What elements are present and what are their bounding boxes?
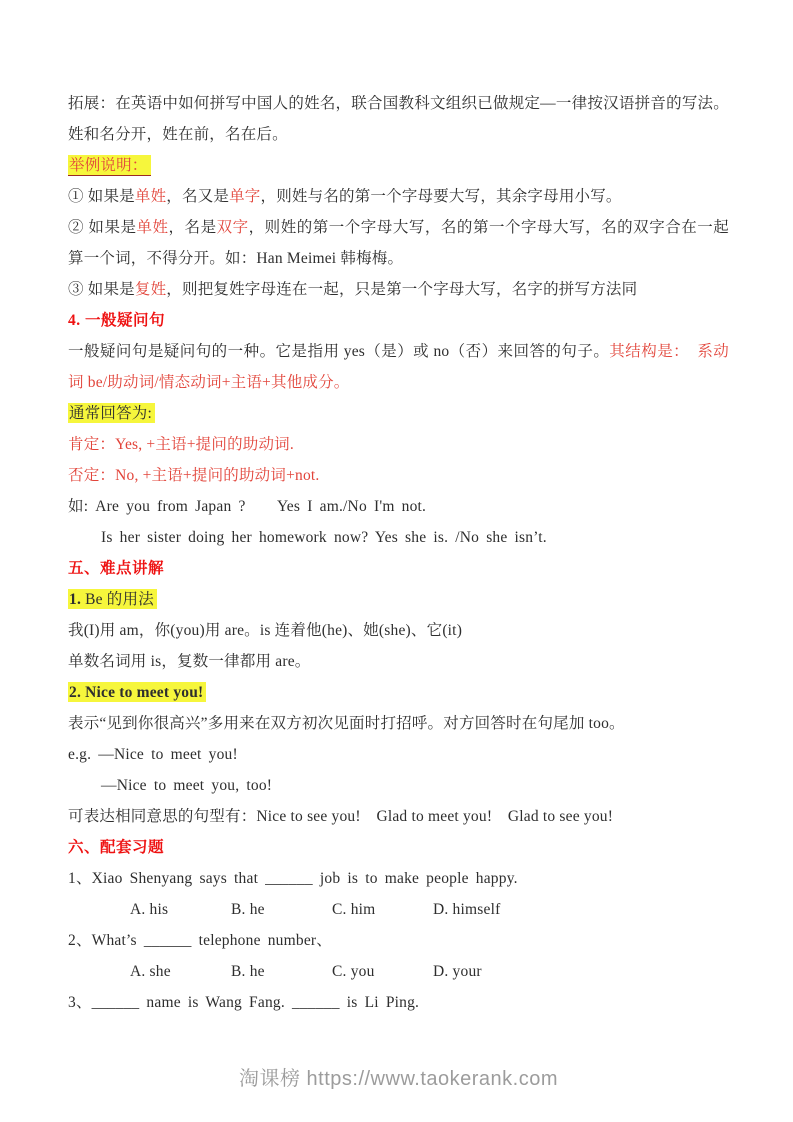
exercise-options-1 xyxy=(68,894,729,925)
item1-mid: ，名又是 xyxy=(166,188,230,205)
heading-nice-to-meet xyxy=(68,677,729,708)
numbered-item-3 xyxy=(68,274,729,305)
item2-post: ，则姓的第一个字母大写，名的第一个字母大写，名的双字合在一起算一个词，不得分开。如：Han Meimei 韩梅梅。 xyxy=(68,219,729,267)
numbered-item-1 xyxy=(68,181,729,212)
para-expansion: 拓展：在英语中如何拼写中国人的姓名，联合国教科文组织已做规定—一律按汉语拼音的写法。姓和名分开，姓在前，名在后。 xyxy=(68,95,729,143)
exercise-question-3: 3、______ name is Wang Fang. ______ is Li Ping. xyxy=(68,994,420,1011)
heading-be-usage xyxy=(68,584,729,615)
question-structure-red: 其结构是： 系动词 be/助动词/情态动词+主语+其他成分。 xyxy=(68,343,730,391)
item2-pre: ② 如果是 xyxy=(68,219,137,236)
option-b: B. he xyxy=(231,963,265,980)
item1-post: ，则姓与名的第一个字母要大写，其余字母用小写。 xyxy=(260,188,622,205)
item1-term1: 单姓 xyxy=(134,188,167,205)
option-a: A. his xyxy=(130,901,169,918)
option-a: A. she xyxy=(130,963,171,980)
heading-usual-answer xyxy=(68,398,729,429)
option-c: C. him xyxy=(332,901,376,918)
para-same-meaning: 可表达相同意思的句型有：Nice to see you! Glad to meet you! Glad to see you! xyxy=(68,808,614,825)
option-d: D. himself xyxy=(433,901,501,918)
para-affirmative: 肯定：Yes, +主语+提问的助动词. xyxy=(68,436,294,453)
numbered-item-2 xyxy=(68,212,729,274)
para-general-question xyxy=(68,336,729,398)
item1-pre: ① 如果是 xyxy=(68,188,135,205)
be-usage-rest: Be 的用法 xyxy=(85,591,154,608)
para-be-rule-1: 我(I)用 am，你(you)用 are。is 连着他(he)、她(she)、它(it) xyxy=(68,622,463,639)
watermark-footer: 淘课榜 https://www.taokerank.com xyxy=(238,1068,559,1090)
heading-example xyxy=(68,150,729,181)
option-b: B. he xyxy=(231,901,265,918)
para-be-rule-2: 单数名词用 is，复数一律都用 are。 xyxy=(68,653,311,670)
heading-be-usage-text xyxy=(68,589,157,609)
heading-example-text: 举例说明： xyxy=(68,155,151,176)
item3-post: ，则把复姓字母连在一起，只是第一个字母大写，名字的拼写方法同 xyxy=(166,281,638,298)
heading-nice-to-meet-text: 2. Nice to meet you! xyxy=(68,682,206,702)
heading-section-5: 五、难点讲解 xyxy=(68,560,165,577)
para-eg-line-1: e.g. —Nice to meet you! xyxy=(68,746,238,763)
para-eg-line-2: —Nice to meet you, too! xyxy=(101,777,273,794)
option-c: C. you xyxy=(332,963,375,980)
item2-mid: ，名是 xyxy=(168,219,217,236)
item2-term1: 单姓 xyxy=(136,219,169,236)
para-negative: 否定：No, +主语+提问的助动词+not. xyxy=(68,467,320,484)
item3-term1: 复姓 xyxy=(134,281,167,298)
exercise-options-2 xyxy=(68,956,729,987)
exercise-question-1: 1、Xiao Shenyang says that ______ job is to make people happy. xyxy=(68,870,518,887)
item3-pre: ③ 如果是 xyxy=(68,281,135,298)
heading-section-6: 六、配套习题 xyxy=(68,839,165,856)
para-nice-explain: 表示“见到你很高兴”多用来在双方初次见面时打招呼。对方回答时在句尾加 too。 xyxy=(68,715,625,732)
heading-usual-answer-text: 通常回答为: xyxy=(68,403,155,423)
item2-term2: 双字 xyxy=(216,219,249,236)
para-example-sister: Is her sister doing her homework now? Yes she is. /No she isn’t. xyxy=(101,529,547,546)
exercise-question-2: 2、What’s ______ telephone number、 xyxy=(68,932,332,949)
item1-term2: 单字 xyxy=(229,188,261,205)
question-def-black: 一般疑问句是疑问句的一种。它是指用 yes（是）或 no（否）来回答的句子。 xyxy=(68,343,610,360)
para-example-japan: 如: Are you from Japan ? Yes I am./No I'm not. xyxy=(68,498,427,515)
heading-section-4: 4. 一般疑问句 xyxy=(68,312,166,329)
be-usage-number: 1. xyxy=(69,591,86,608)
option-d: D. your xyxy=(433,963,482,980)
